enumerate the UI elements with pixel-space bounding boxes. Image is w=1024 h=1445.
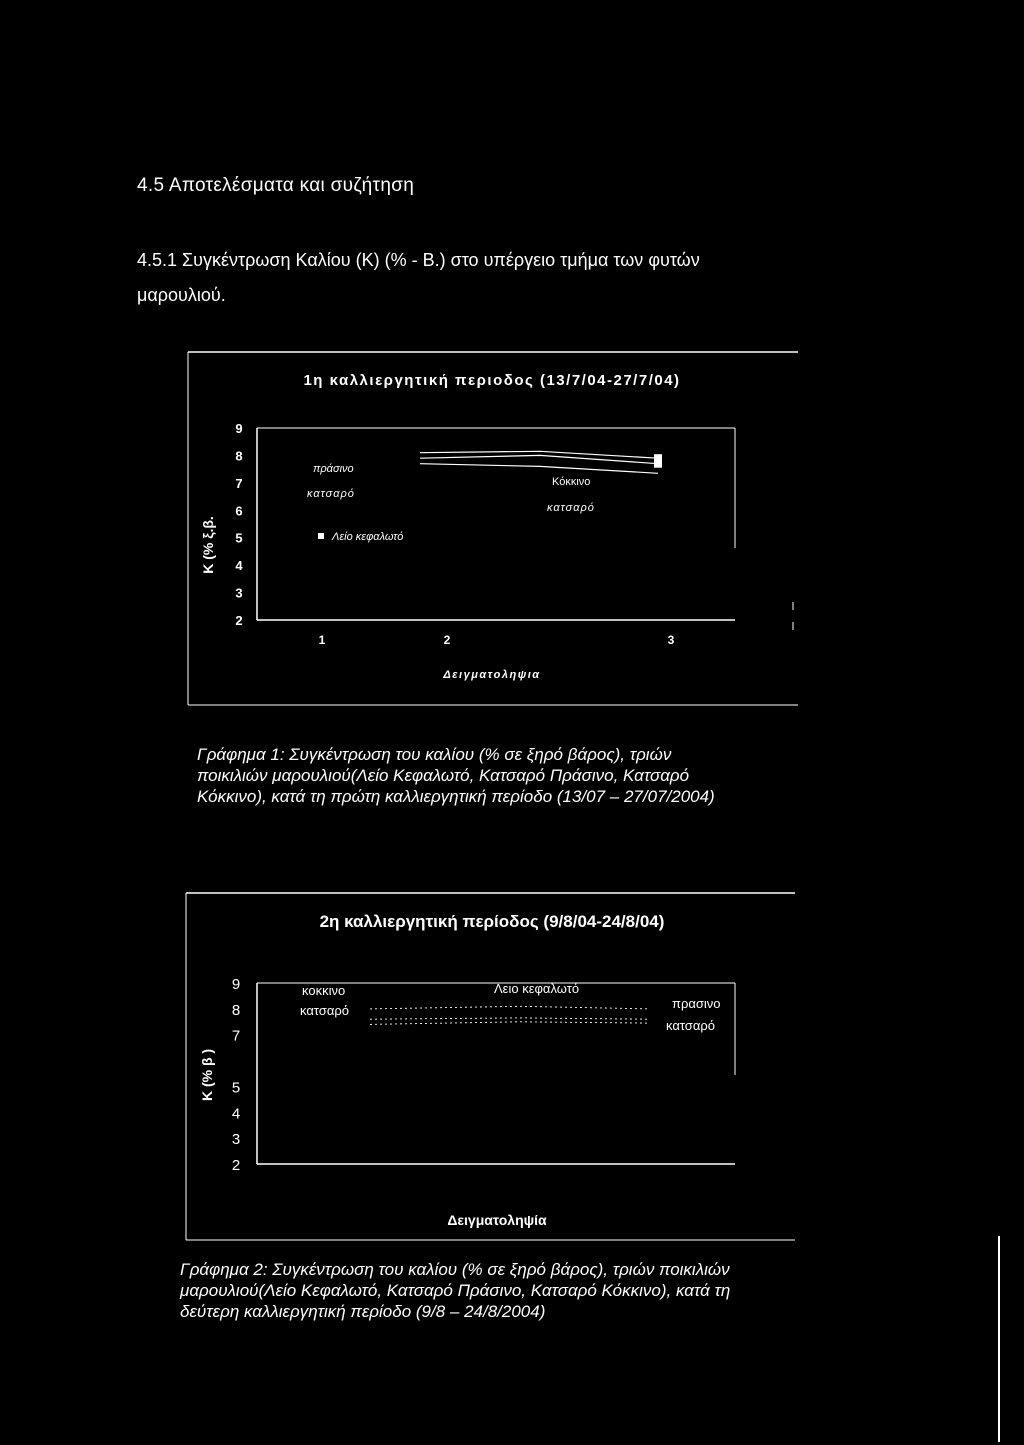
chart1-ytick-label: 5 — [235, 530, 243, 546]
chart2-ytick-label: 9 — [231, 976, 241, 993]
chart1-ytick-label: 6 — [235, 503, 243, 519]
chart2-annotation-leio: Λειο κεφαλωτό — [494, 981, 580, 996]
chart2-ytick-label: 2 — [231, 1157, 241, 1174]
chart2-ytick-label: 7 — [231, 1027, 241, 1045]
chart1-ytick-label: 4 — [235, 558, 243, 574]
chart1-ytick-label: 9 — [235, 421, 243, 436]
chart2-title: 2η καλλιεργητική περίοδος (9/8/04-24/8/04) — [319, 912, 665, 931]
chart-2 — [0, 880, 1024, 1250]
chart1-caption-line: ποικιλιών μαρουλιού(Λείο Κεφαλωτό, Κατσαρό Πράσινο, Κατσαρό — [197, 766, 690, 785]
chart2-caption-line: Γράφημα 2: Συγκέντρωση του καλίου (% σε ξηρό βάρος), τριών ποικιλιών — [180, 1260, 730, 1279]
chart2-caption-line: μαρουλιού(Λείο Κεφαλωτό, Κατσαρό Πράσινο, Κατσαρό Κόκκινο), κατά τη — [180, 1281, 731, 1300]
chart2-ytick-label: 8 — [231, 1001, 241, 1019]
chart1-annotation-kokkino: Κόκκινο — [552, 476, 591, 488]
chart2-caption-line: δεύτερη καλλιεργητική περίοδο (9/8 – 24/8/2004) — [180, 1302, 546, 1321]
chart1-ylabel: Κ (% ξ.β. — [200, 516, 216, 574]
chart1-ytick-label: 8 — [235, 448, 243, 464]
chart1-xtick-label: 1 — [318, 633, 326, 647]
chart1-series-marker — [654, 460, 662, 468]
subsection-title-line-1: 4.5.1 Συγκέντρωση Καλίου (Κ) (% - Β.) στο υπέργειο τμήμα των φυτών — [137, 250, 700, 270]
chart1-legend-marker — [318, 533, 324, 539]
chart1-ytick-label: 2 — [235, 613, 243, 628]
chart1-xtick-label: 2 — [443, 633, 451, 647]
chart2-annotation-katsaro-2: κατσαρό — [666, 1018, 715, 1033]
chart-1 — [0, 0, 1024, 720]
chart2-annotation-prasino: πρασινο — [672, 996, 721, 1011]
chart2-annotation-katsaro-1: κατσαρό — [300, 1003, 349, 1018]
chart2-ytick-label: 4 — [231, 1105, 241, 1123]
chart2-ytick-label: 5 — [231, 1079, 241, 1097]
chart2-xlabel: Δειγματοληψία — [447, 1212, 547, 1228]
chart1-ytick-label: 3 — [235, 585, 243, 601]
chart1-series-line — [420, 464, 658, 474]
chart2-annotation-kokkino: κοκκινο — [302, 983, 346, 998]
chart1-xtick-label: 3 — [667, 633, 675, 647]
chart1-title: 1η καλλιεργητική περιοδος (13/7/04-27/7/04) — [303, 372, 681, 389]
chart1-annotation-katsaro-2: κατσαρό — [547, 502, 595, 514]
chart1-xlabel: Δειγματοληψια — [443, 669, 541, 681]
chart1-annotation-prasino: πράσινο — [313, 463, 354, 475]
chart2-series-line — [370, 1022, 650, 1025]
chart2-series-line — [370, 1006, 650, 1009]
chart1-caption-line: Κόκκινο), κατά τη πρώτη καλλιεργητική περίοδο (13/07 – 27/07/2004) — [197, 787, 715, 806]
chart1-ytick-label: 7 — [235, 475, 243, 491]
section-title: 4.5 Αποτελέσματα και συζήτηση — [137, 175, 415, 196]
chart1-annotation-katsaro-1: κατσαρό — [307, 488, 355, 500]
chart1-caption-line: Γράφημα 1: Συγκέντρωση του καλίου (% σε ξηρό βάρος), τριών — [197, 745, 672, 764]
chart2-caption — [180, 1259, 840, 1322]
chart1-annotation-leio: Λείο κεφαλωτό — [332, 531, 404, 543]
chart2-series-line — [370, 1018, 650, 1019]
chart2-ytick-label: 3 — [231, 1131, 241, 1149]
chart1-caption — [197, 744, 817, 807]
page-edge-line — [998, 1236, 1000, 1442]
subsection-title-line-2: μαρουλιού. — [137, 285, 226, 305]
chart2-ylabel: Κ (% β ) — [199, 1048, 215, 1102]
